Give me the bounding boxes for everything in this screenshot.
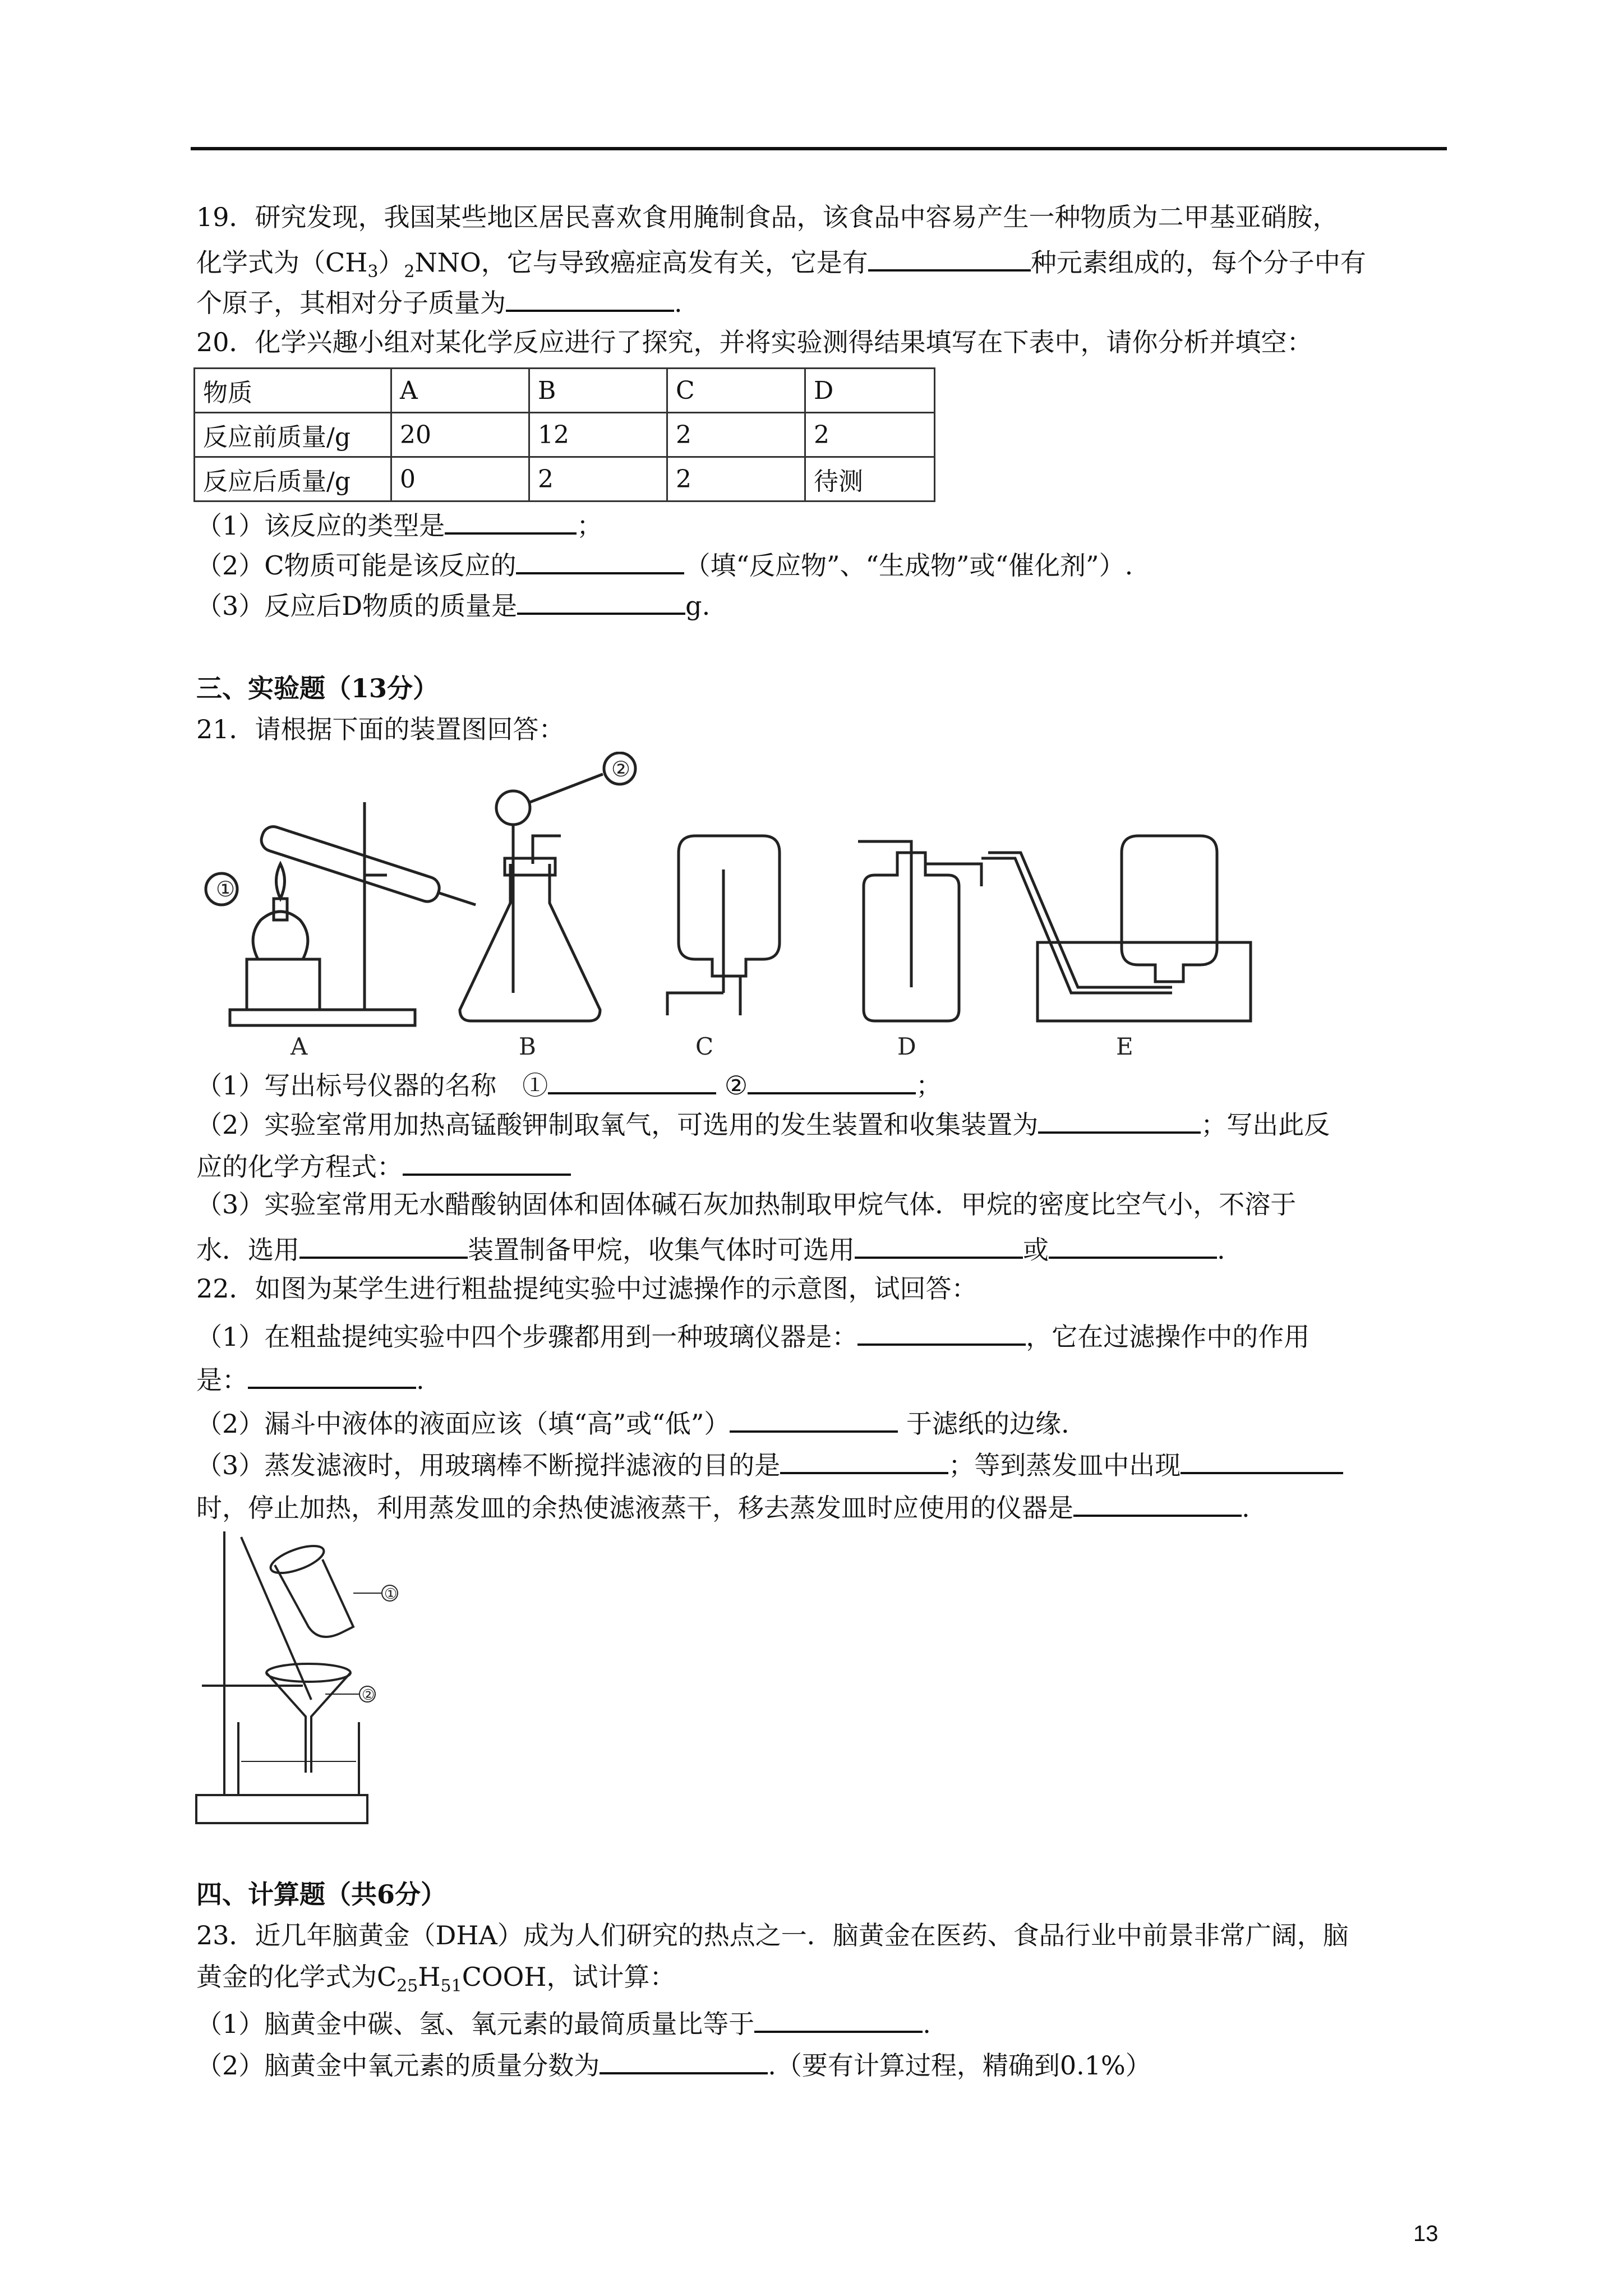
q22-part1: （1）在粗盐提纯实验中四个步骤都用到一种玻璃仪器是： ，它在过滤操作中的作用 bbox=[196, 1314, 1453, 1355]
q20-part3: （3）反应后D物质的质量是 g. bbox=[196, 583, 1453, 624]
table-cell: 反应后质量/g bbox=[195, 457, 391, 501]
q23-line1: 23．近几年脑黄金（DHA）成为人们研究的热点之一．脑黄金在医药、食品行业中前景非常广阔，脑 bbox=[196, 1920, 1349, 1950]
label-b: B bbox=[519, 1033, 536, 1060]
q22-blank-function[interactable] bbox=[248, 1358, 416, 1389]
q22-blank-appear[interactable] bbox=[1181, 1443, 1343, 1474]
apparatus-b bbox=[460, 753, 635, 1021]
table-cell: D bbox=[805, 369, 935, 413]
apparatus-c bbox=[667, 836, 780, 1015]
q19-line2: 化学式为$(CH_3)_2NNO$，它与导致癌症高发有关，它是有 种元素组成的，每个分子中有 bbox=[196, 240, 1453, 290]
table-cell: B bbox=[529, 369, 667, 413]
q21-part3-cont: 水．选用 装置制备甲烷，收集气体时可选用 或 . bbox=[196, 1227, 1453, 1268]
apparatus-d bbox=[858, 841, 981, 1021]
table-cell: A bbox=[391, 369, 529, 413]
q22-part3-cont: 时，停止加热，利用蒸发皿的余热使滤液蒸干，移去蒸发皿时应使用的仪器是 . bbox=[196, 1485, 1453, 1526]
q20-intro: 20．化学兴趣小组对某化学反应进行了探究，并将实验测得结果填写在下表中，请你分析并填空： bbox=[196, 327, 1313, 357]
table-cell: 20 bbox=[391, 413, 529, 457]
label-e: E bbox=[1116, 1033, 1133, 1060]
q22-part1-cont: 是： . bbox=[196, 1358, 1453, 1398]
q23-blank-fraction[interactable] bbox=[600, 2043, 768, 2074]
q21-blank-1[interactable] bbox=[548, 1063, 716, 1094]
q22-part2: （2）漏斗中液体的液面应该（填“高”或“低”） 于滤纸的边缘. bbox=[196, 1401, 1453, 1442]
q20-blank-type[interactable] bbox=[445, 503, 577, 535]
filtration-figure bbox=[191, 1526, 426, 1840]
table-cell: 待测 bbox=[805, 457, 935, 501]
q23-part1: （1）脑黄金中碳、氢、氧元素的最简质量比等于 . bbox=[196, 2001, 1453, 2042]
q21-part3: （3）实验室常用无水醋酸钠固体和固体碱石灰加热制取甲烷气体．甲烷的密度比空气小，不溶于 bbox=[196, 1189, 1297, 1220]
q19-blank-elements[interactable] bbox=[868, 240, 1031, 272]
q19-line3: 个原子，其相对分子质量为 . bbox=[196, 280, 1453, 321]
q21-intro: 21．请根据下面的装置图回答： bbox=[196, 714, 565, 744]
q20-blank-role[interactable] bbox=[516, 543, 684, 574]
label-d: D bbox=[897, 1033, 916, 1060]
q22-blank-instrument[interactable] bbox=[857, 1314, 1026, 1346]
q23-part2: （2）脑黄金中氧元素的质量分数为 .（要有计算过程，精确到0.1%） bbox=[196, 2043, 1453, 2083]
section-3-heading: 三、实验题（13分） bbox=[196, 673, 439, 703]
filter-marker-1: ① bbox=[384, 1586, 398, 1603]
table-row bbox=[195, 457, 935, 501]
q21-blank-collect2[interactable] bbox=[1049, 1227, 1217, 1259]
q20-part1: （1）该反应的类型是 ； bbox=[196, 503, 1453, 544]
table-cell: 物质 bbox=[195, 369, 391, 413]
q22-blank-tool[interactable] bbox=[1073, 1485, 1242, 1517]
apparatus-e bbox=[981, 836, 1251, 1021]
table-cell: 2 bbox=[805, 413, 935, 457]
filter-marker-2: ② bbox=[362, 1687, 375, 1704]
marker-1: ① bbox=[216, 877, 236, 901]
section-4-heading: 四、计算题（共6分） bbox=[196, 1879, 447, 1910]
label-c: C bbox=[695, 1033, 714, 1060]
q23-blank-ratio[interactable] bbox=[754, 2001, 923, 2033]
q21-part1: （1）写出标号仪器的名称 ① ② ； bbox=[196, 1063, 1453, 1103]
apparatus-figure bbox=[196, 752, 1262, 1066]
q21-blank-collect1[interactable] bbox=[855, 1227, 1023, 1259]
q21-blank-apparatus[interactable] bbox=[1038, 1102, 1201, 1134]
q21-part2-cont: 应的化学方程式： bbox=[196, 1144, 1453, 1185]
marker-2: ② bbox=[611, 757, 631, 781]
q23-line2: 黄金的化学式为$C_{25}H_{51}COOH$，试计算： bbox=[196, 1962, 676, 1996]
table-cell: 12 bbox=[529, 413, 667, 457]
label-a: A bbox=[291, 1033, 308, 1060]
table-cell: 2 bbox=[667, 413, 805, 457]
q21-blank-equation[interactable] bbox=[403, 1144, 571, 1176]
q19-blank-mass[interactable] bbox=[506, 280, 674, 312]
table-row bbox=[195, 369, 935, 413]
q19-line1: 19．研究发现，我国某些地区居民喜欢食用腌制食品，该食品中容易产生一种物质为二甲基亚硝胺， bbox=[196, 202, 1339, 232]
page-number: 13 bbox=[1413, 2221, 1438, 2246]
q22-blank-purpose[interactable] bbox=[780, 1443, 948, 1474]
table-row bbox=[195, 413, 935, 457]
table-cell: 反应前质量/g bbox=[195, 413, 391, 457]
q21-part2: （2）实验室常用加热高锰酸钾制取氧气，可选用的发生装置和收集装置为 ；写出此反 bbox=[196, 1102, 1453, 1143]
table-cell: 2 bbox=[529, 457, 667, 501]
q22-part3: （3）蒸发滤液时，用玻璃棒不断搅拌滤液的目的是 ；等到蒸发皿中出现 bbox=[196, 1443, 1453, 1483]
q20-part2: （2）C物质可能是该反应的 （填“反应物”、“生成物”或“催化剂”）. bbox=[196, 543, 1453, 583]
header-rule bbox=[191, 147, 1447, 150]
q22-intro: 22．如图为某学生进行粗盐提纯实验中过滤操作的示意图，试回答： bbox=[196, 1273, 978, 1304]
q20-blank-dmass[interactable] bbox=[517, 583, 685, 615]
apparatus-a bbox=[206, 802, 479, 1025]
q21-blank-device[interactable] bbox=[299, 1227, 468, 1259]
table-cell: 2 bbox=[667, 457, 805, 501]
table-cell: 0 bbox=[391, 457, 529, 501]
q21-blank-2[interactable] bbox=[748, 1063, 916, 1094]
table-cell: C bbox=[667, 369, 805, 413]
q22-blank-level[interactable] bbox=[730, 1401, 898, 1433]
q20-table bbox=[193, 367, 935, 502]
